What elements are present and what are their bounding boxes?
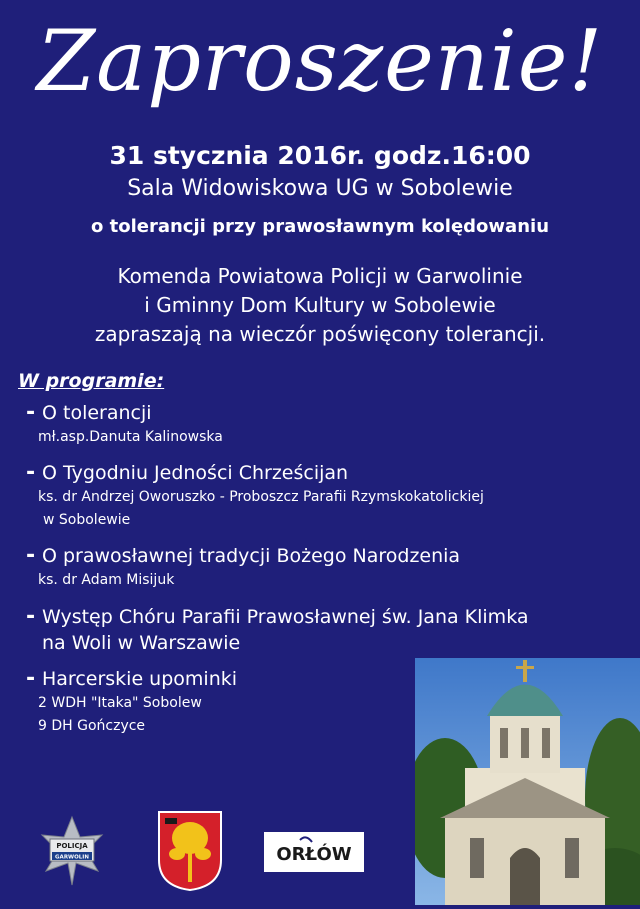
- program-item-speaker: ks. dr Adam Misijuk: [38, 572, 175, 588]
- dash-marker: -: [26, 543, 36, 568]
- invitation-title: Zaproszenie!: [36, 12, 604, 110]
- program-item-speaker: 2 WDH "Itaka" Sobolew: [38, 695, 202, 711]
- program-item-speaker: ks. dr Andrzej Oworuszko - Proboszcz Parafii Rzymskokatolickiej: [38, 489, 484, 505]
- program-item-speaker: 9 DH Gończyce: [38, 718, 146, 734]
- dash-marker: -: [26, 666, 36, 691]
- program-item: [26, 666, 237, 738]
- orlow-logo-text: ORŁÓW: [276, 844, 352, 865]
- program-item: [26, 543, 460, 592]
- program-item-title: Harcerskie upominki: [42, 668, 238, 690]
- program-item-speaker: mł.asp.Danuta Kalinowska: [38, 429, 223, 445]
- intro-line-1: Komenda Powiatowa Policji w Garwolinie: [117, 264, 523, 288]
- program-item-speaker-cont: w Sobolewie: [43, 512, 131, 528]
- intro-line-2: i Gminny Dom Kultury w Sobolewie: [144, 293, 496, 317]
- program-item-title: O Tygodniu Jedności Chrześcijan: [42, 462, 349, 484]
- program-item-title-cont: na Woli w Warszawie: [42, 632, 241, 654]
- dash-marker: -: [26, 460, 36, 485]
- police-badge-bottom-text: GARWOLIN: [55, 854, 89, 861]
- police-badge-logo: [36, 815, 108, 887]
- dash-marker: -: [26, 400, 36, 425]
- program-heading: W programie:: [18, 370, 165, 392]
- intro-line-3: zapraszają na wieczór poświęcony tolerancji.: [94, 322, 546, 346]
- orlow-logo: [264, 832, 364, 872]
- program-item-title: Występ Chóru Parafii Prawosławnej św. Jana Klimka: [42, 606, 529, 628]
- program-item: [26, 604, 529, 656]
- program-item-title: O prawosławnej tradycji Bożego Narodzenia: [42, 545, 461, 567]
- church-photo: [415, 658, 640, 905]
- program-item: [26, 460, 484, 532]
- program-item-title: O tolerancji: [42, 402, 152, 424]
- municipality-crest-logo: [157, 810, 223, 892]
- event-venue: Sala Widowiskowa UG w Sobolewie: [127, 176, 513, 201]
- dash-marker: -: [26, 604, 36, 629]
- intro-text: [0, 262, 640, 349]
- event-topic: o tolerancji przy prawosławnym kolędowaniu: [90, 216, 550, 237]
- program-item: [26, 400, 223, 449]
- police-badge-top-text: POLICJA: [56, 842, 88, 850]
- event-date: 31 stycznia 2016r. godz.16:00: [109, 141, 531, 170]
